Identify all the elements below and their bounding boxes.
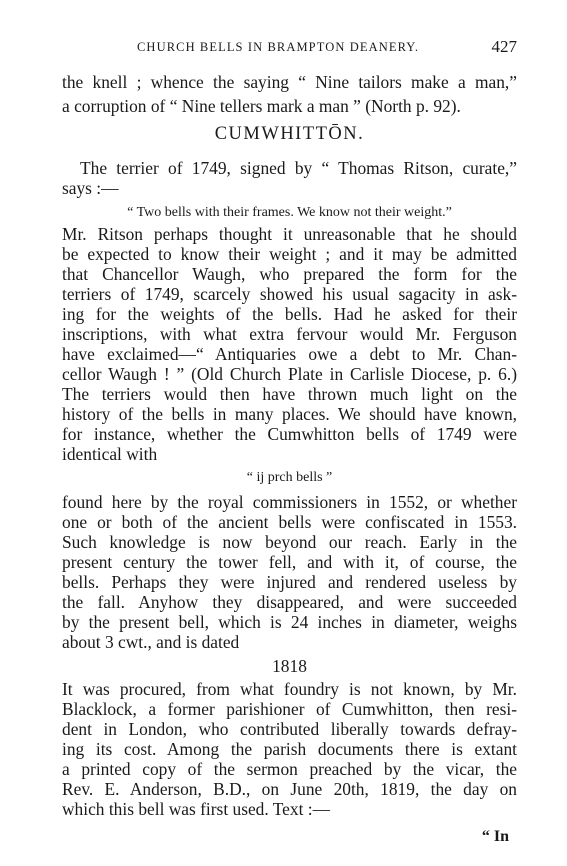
text-line: that Chancellor Waugh, who prepared the form for the [62, 264, 517, 284]
text-line: ing its cost. Among the parish documents there is extant [62, 739, 517, 759]
text-line: by the present bell, which is 24 inches in diameter, weighs [62, 612, 517, 632]
section-title: CUMWHITTŌN. [214, 124, 365, 144]
text-line: bells. Perhaps they were injured and rendered useless by [62, 572, 517, 592]
text-line: about 3 cwt., and is dated [62, 632, 240, 652]
text-line: Such knowledge is now beyond our reach. Early in the [62, 532, 517, 552]
text-line: the knell ; whence the saying “ Nine tailors make a man,” [62, 72, 517, 92]
text-line: which this bell was first used. Text :— [62, 799, 330, 819]
text-line: The terrier of 1749, signed by “ Thomas Ritson, curate,” [80, 158, 517, 178]
text-line: identical with [62, 444, 158, 464]
running-head: CHURCH BELLS IN BRAMPTON DEANERY. [137, 40, 420, 54]
text-line: “ ij prch bells ” [246, 470, 333, 485]
text-line: ing for the weights of the bells. Had he asked for their [62, 304, 517, 324]
text-line: dent in London, who contributed liberally towards defray- [62, 719, 517, 739]
text-line: for instance, whether the Cumwhitton bells of 1749 were [62, 424, 517, 444]
text-line: history of the bells in many places. We should have known, [62, 404, 517, 424]
text-line: terriers of 1749, scarcely showed his usual sagacity in ask- [62, 284, 517, 304]
text-line: one or both of the ancient bells were confiscated in 1553. [62, 512, 517, 532]
text-line: the fall. Anyhow they disappeared, and were succeeded [62, 592, 517, 612]
catchword: “ In [481, 828, 509, 845]
text-line: The terriers would then have thrown much light on the [62, 384, 517, 404]
page-number: 427 [491, 37, 517, 56]
text-line: Blacklock, a former parishioner of Cumwhitton, then resi- [62, 699, 517, 719]
text-line: found here by the royal commissioners in 1552, or whether [62, 492, 517, 512]
text-line: inscriptions, with what extra fervour would Mr. Ferguson [62, 324, 517, 344]
text-line: a corruption of “ Nine tellers mark a man ” (North p. 92). [62, 96, 461, 116]
page-header [62, 38, 517, 60]
text-line: 1818 [272, 656, 307, 676]
text-line: have exclaimed—“ Antiquaries owe a debt to Mr. Chan- [62, 344, 517, 364]
text-line: present century the tower fell, and with it, of course, the [62, 552, 517, 572]
text-line: “ Two bells with their frames. We know not their weight.” [127, 205, 452, 220]
text-line: be expected to know their weight ; and it may be admitted [62, 244, 517, 264]
text-line: Rev. E. Anderson, B.D., on June 20th, 1819, the day on [62, 779, 517, 799]
text-line: It was procured, from what foundry is not known, by Mr. [62, 679, 517, 699]
text-line: cellor Waugh ! ” (Old Church Plate in Carlisle Diocese, p. 6.) [62, 364, 517, 384]
text-line: Mr. Ritson perhaps thought it unreasonable that he should [62, 224, 517, 244]
text-line: says :— [62, 178, 119, 198]
text-line: a printed copy of the sermon preached by the vicar, the [62, 759, 517, 779]
